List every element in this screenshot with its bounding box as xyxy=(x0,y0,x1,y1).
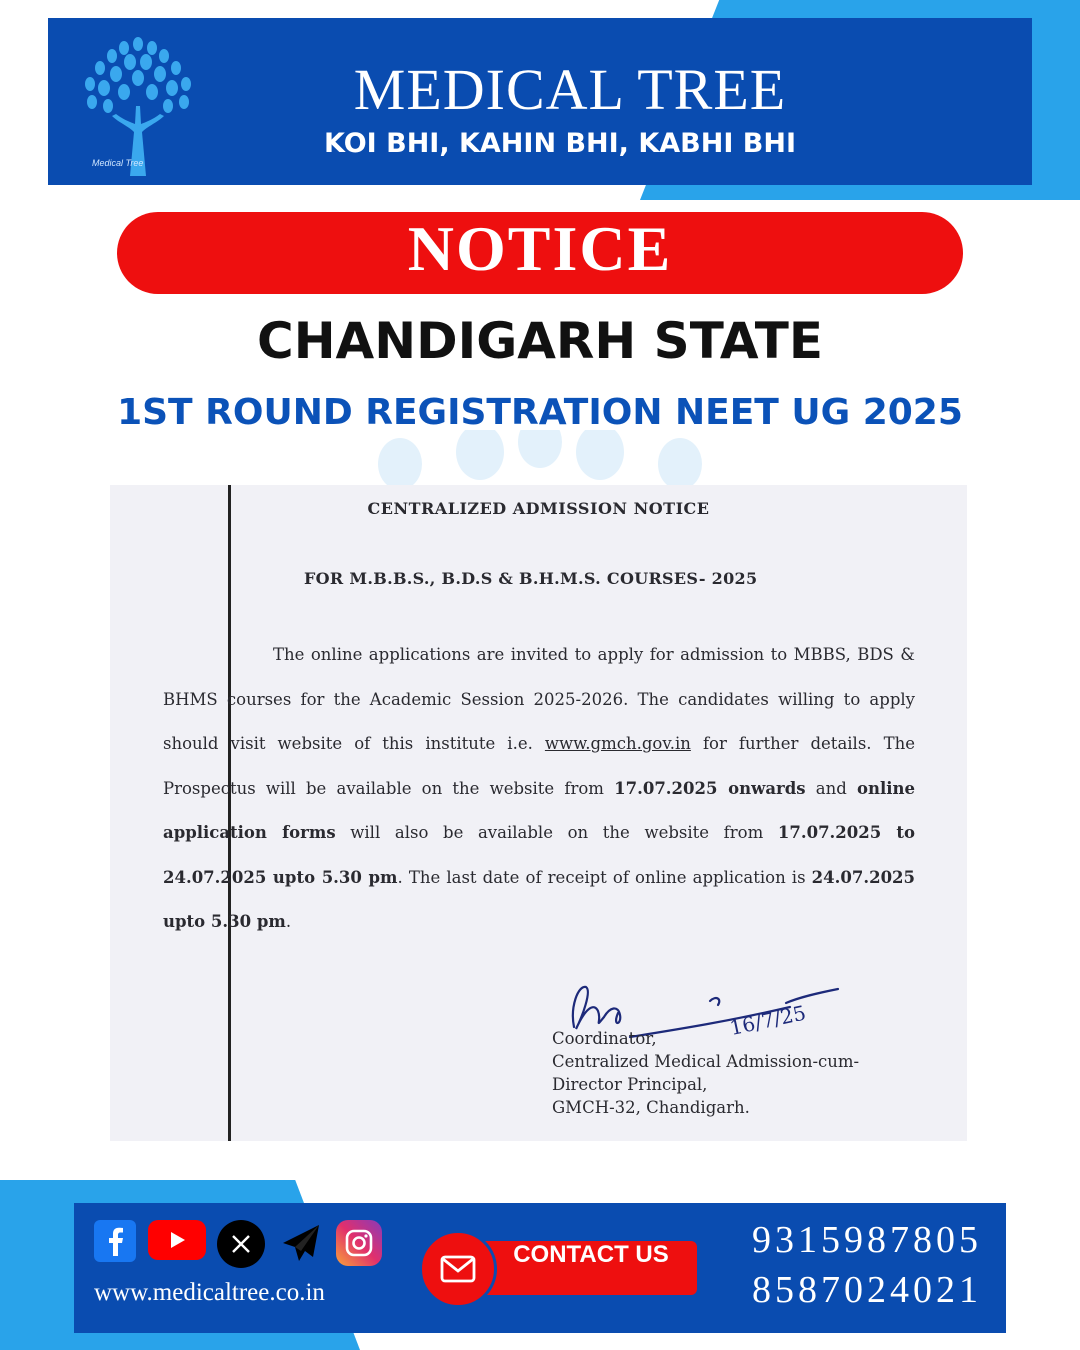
last-date: 24.07.2025 upto 5.30 pm xyxy=(163,867,916,931)
phone-number[interactable]: 8587024021 xyxy=(752,1269,982,1311)
social-links xyxy=(94,1220,394,1270)
institute-website-link[interactable]: www.gmch.gov.in xyxy=(544,734,691,753)
body-text: and xyxy=(815,778,847,798)
sign-line: Director Principal, xyxy=(552,1075,708,1094)
sign-line: Coordinator, xyxy=(552,1029,657,1048)
notice-banner: NOTICE xyxy=(117,212,963,294)
header-banner xyxy=(48,18,1032,185)
phone-numbers xyxy=(752,1215,982,1315)
body-text: will also be available on the website from xyxy=(350,823,764,842)
scanned-notice-letter xyxy=(110,485,967,1141)
letter-body xyxy=(163,633,915,945)
phone-number[interactable]: 9315987805 xyxy=(752,1219,982,1261)
footer-bar xyxy=(74,1203,1006,1333)
application-date-range: 17.07.2025 to 24.07.2025 upto 5.30 pm xyxy=(163,823,915,887)
forms-text: online application forms xyxy=(163,778,916,842)
sign-line: GMCH-32, Chandigarh. xyxy=(552,1098,750,1117)
logo-caption: Medical Tree xyxy=(92,158,144,168)
signature-date: 16/7/25 xyxy=(727,1000,808,1041)
youtube-icon[interactable] xyxy=(148,1220,206,1260)
telegram-icon[interactable] xyxy=(278,1220,324,1266)
letter-heading: CENTRALIZED ADMISSION NOTICE xyxy=(367,499,710,518)
body-text: . The last date of receipt of online application is xyxy=(397,867,806,887)
brand-title: MEDICAL TREE xyxy=(353,57,787,122)
brand-tagline: KOI BHI, KAHIN BHI, KABHI BHI xyxy=(324,128,796,159)
footer-website-link[interactable]: www.medicaltree.co.in xyxy=(94,1279,325,1306)
mail-icon xyxy=(419,1230,497,1308)
sign-line: Centralized Medical Admission-cum- xyxy=(552,1052,860,1071)
instagram-icon[interactable] xyxy=(336,1220,382,1266)
letter-subheading: FOR M.B.B.S., B.D.S & B.H.M.S. COURSES- 2025 xyxy=(304,569,758,588)
prospectus-date: 17.07.2025 onwards xyxy=(614,778,806,798)
x-icon[interactable] xyxy=(217,1220,265,1268)
contact-us-label: CONTACT US xyxy=(455,1241,697,1295)
signatory-block xyxy=(552,1027,859,1119)
state-title: CHANDIGARH STATE xyxy=(257,312,823,370)
body-text: The online applications are invited to apply for admission to MBBS, BDS & BHMS courses for the Academic Session 2025-2026. The candidates willing to apply should visit website of this institute i.e. xyxy=(163,645,915,753)
notice-subtitle: 1ST ROUND REGISTRATION NEET UG 2025 xyxy=(117,392,963,433)
watermark-decoration xyxy=(360,430,720,490)
body-text: for further details. The Prospectus will be available on the website from xyxy=(163,734,915,798)
contact-us-button[interactable] xyxy=(419,1230,697,1306)
facebook-icon[interactable] xyxy=(94,1220,136,1262)
body-text: . xyxy=(285,912,292,931)
